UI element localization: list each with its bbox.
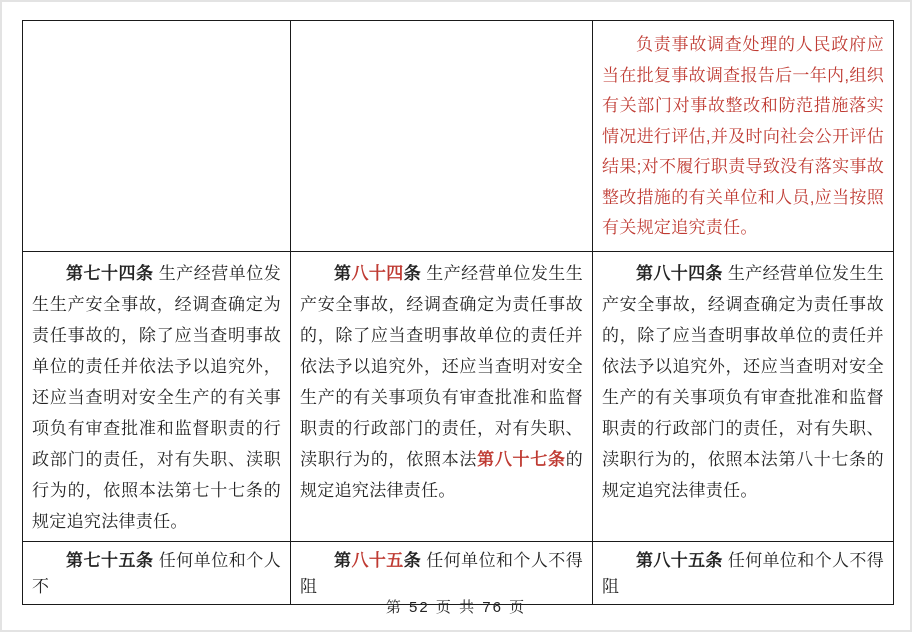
- cell-paragraph: [32, 258, 281, 537]
- text-segment: 条: [403, 264, 422, 283]
- text-segment: 第七十四条: [66, 264, 154, 283]
- table-row-2: [23, 252, 894, 542]
- text-segment: 的规定追究法律责任。: [300, 450, 583, 500]
- table-cell-r1-c1: [23, 21, 291, 252]
- cell-paragraph: [602, 548, 884, 600]
- text-segment: 任何单位和个人不得阻: [300, 551, 583, 596]
- text-segment: 八十五: [351, 551, 404, 570]
- cell-paragraph: [300, 258, 583, 506]
- table-body: [23, 21, 894, 605]
- table-row-1: [23, 21, 894, 252]
- text-segment: 任何单位和个人不得阻: [602, 551, 884, 596]
- law-comparison-table: [22, 20, 894, 605]
- text-segment: 第七十五条: [66, 551, 154, 570]
- text-segment: 生产经营单位发生生产安全事故，经调查确定为责任事故的，除了应当查明事故单位的责任并依法予以追究外，还应当查明对安全生产的有关事项负有审查批准和监督职责的行政部门的责任，对有失职、渎职行为的，依照本法第八十七条的规定追究法律责任。: [602, 264, 884, 500]
- text-segment: 八十四: [351, 264, 404, 283]
- text-segment: 条: [403, 551, 422, 570]
- cell-paragraph: [602, 27, 884, 244]
- cell-paragraph: [32, 548, 281, 600]
- text-segment: 第八十四条: [636, 264, 723, 283]
- table-cell-r1-c3: [593, 21, 894, 252]
- page-number-footer: 第 52 页 共 76 页: [385, 599, 527, 616]
- text-segment: 生产经营单位发生生产安全事故，经调查确定为责任事故的，除了应当查明事故单位的责任并依法予以追究外，还应当查明对安全生产的有关事项负有审查批准和监督职责的行政部门的责任，对有失职、渎职行为的，依照本法第七十七条的规定追究法律责任。: [32, 264, 282, 531]
- text-segment: 任何单位和个人不: [32, 551, 282, 596]
- table-cell-r1-c2: [291, 21, 593, 252]
- text-segment: 负责事故调查处理的人民政府应当在批复事故调查报告后一年内,组织有关部门对事故整改和防范措施落实情况进行评估,并及时向社会公开评估结果;对不履行职责导致没有落实事故整改措施的有关单位和人员,应当按照有关规定追究责任。: [602, 35, 884, 237]
- table-cell-r2-c2: [291, 252, 593, 542]
- table-cell-r2-c1: [23, 252, 291, 542]
- text-segment: 第: [334, 264, 352, 283]
- text-segment: 生产经营单位发生生产安全事故，经调查确定为责任事故的，除了应当查明事故单位的责任并依法予以追究外，还应当查明对安全生产的有关事项负有审查批准和监督职责的行政部门的责任，对有失职、渎职行为的，依照本法: [300, 264, 583, 469]
- table-cell-r2-c3: [593, 252, 894, 542]
- text-segment: 第八十五条: [636, 551, 723, 570]
- text-segment: 第八十七条: [477, 450, 566, 469]
- cell-paragraph: [300, 548, 583, 600]
- cell-paragraph: [602, 258, 884, 506]
- text-segment: 第: [334, 551, 352, 570]
